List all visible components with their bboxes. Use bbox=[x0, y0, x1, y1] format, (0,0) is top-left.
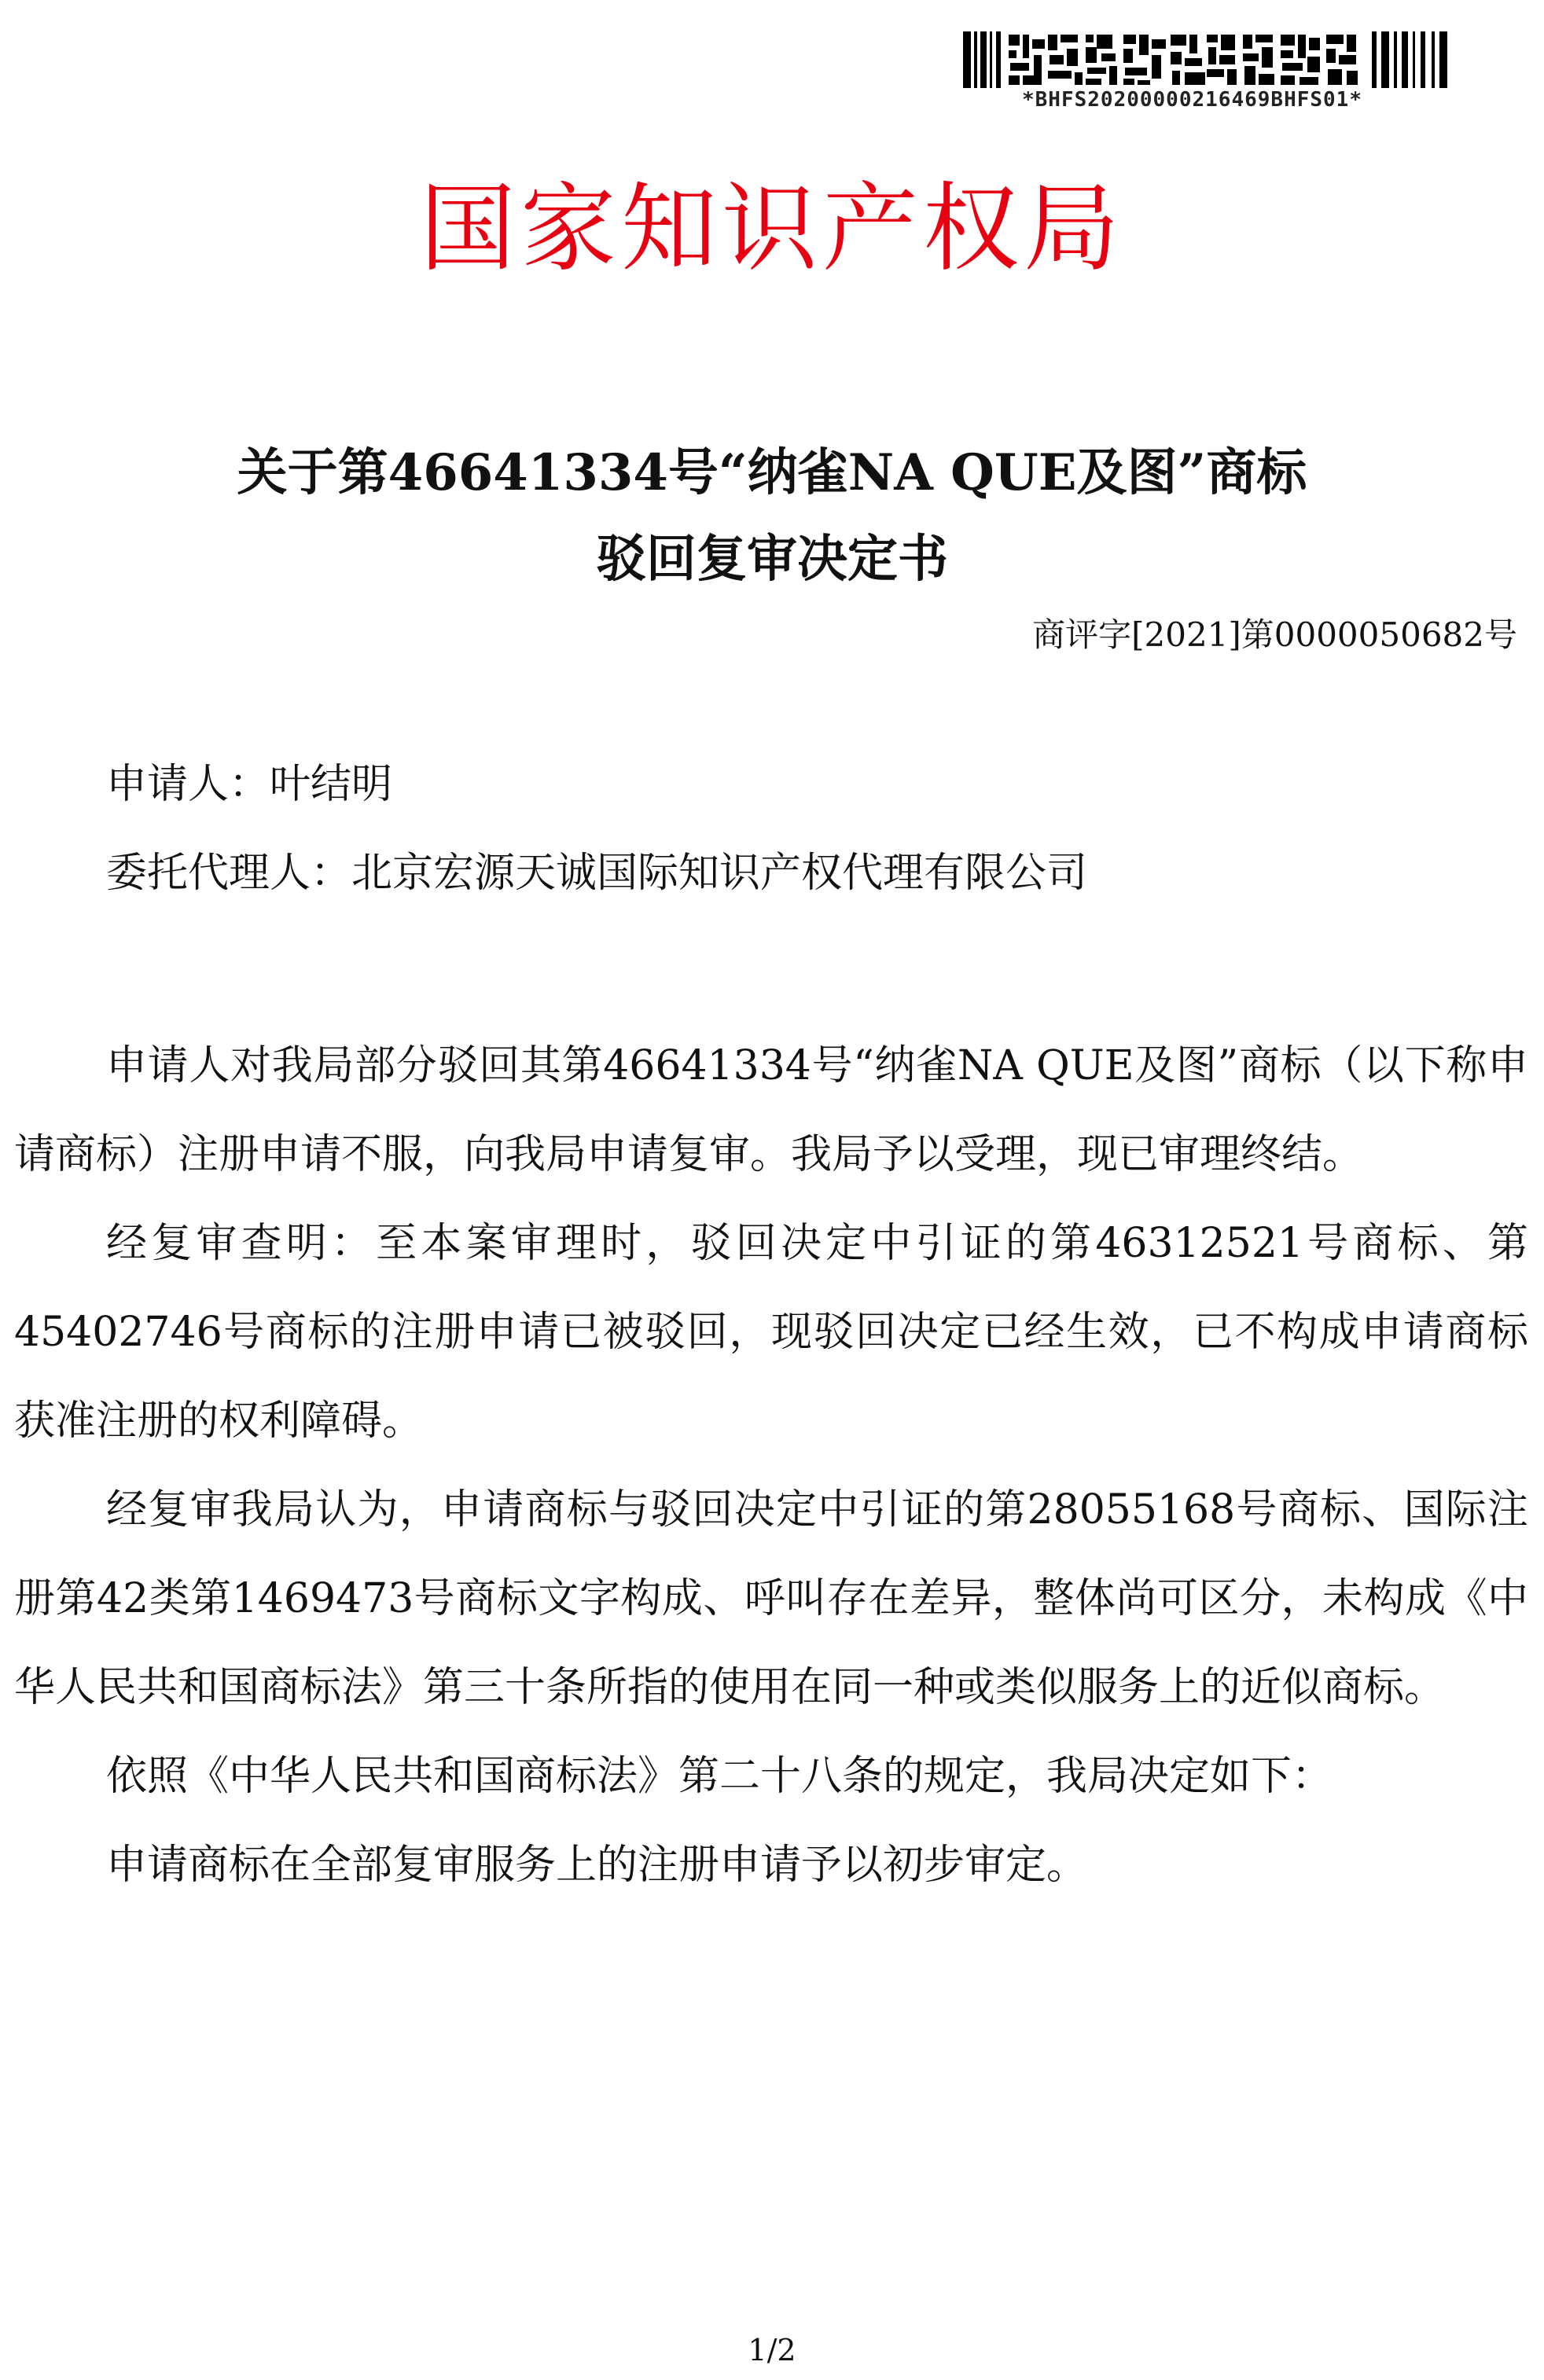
body-paragraph-5: 申请商标在全部复审服务上的注册申请予以初步审定。 bbox=[106, 1842, 1088, 1889]
barcode-image bbox=[963, 31, 1450, 88]
decision-body bbox=[14, 1022, 1528, 1910]
agent-line: 委托代理人：北京宏源天诚国际知识产权代理有限公司 bbox=[106, 850, 1088, 897]
barcode-text: *BHFS20200000216469BHFS01* bbox=[1022, 88, 1362, 112]
applicant-line: 申请人：叶结明 bbox=[106, 761, 393, 808]
body-paragraph-1: 申请人对我局部分驳回其第46641334号“纳雀NA QUE及图”商标（以下称申请商标）注册申请不服，向我局申请复审。我局予以受理，现已审理终结。 bbox=[14, 1042, 1528, 1178]
body-paragraph-2: 经复审查明：至本案审理时，驳回决定中引证的第46312521号商标、第45402746号商标的注册申请已被驳回，现驳回决定已经生效，已不构成申请商标获准注册的权利障碍。 bbox=[14, 1220, 1528, 1445]
document-title-line1: 关于第46641334号“纳雀NA QUE及图”商标 bbox=[237, 443, 1307, 502]
document-title-line2: 驳回复审决定书 bbox=[596, 530, 948, 589]
body-paragraph-3: 经复审我局认为，申请商标与驳回决定中引证的第28055168号商标、国际注册第42类第1469473号商标文字构成、呼叫存在差异，整体尚可区分，未构成《中华人民共和国商标法》第三十条所指的使用在同一种或类似服务上的近似商标。 bbox=[14, 1486, 1528, 1711]
agency-header: 国家知识产权局 bbox=[420, 173, 1124, 285]
page-number: 1/2 bbox=[748, 2333, 796, 2367]
reference-number: 商评字[2021]第0000050682号 bbox=[1032, 615, 1517, 654]
body-paragraph-4: 依照《中华人民共和国商标法》第二十八条的规定，我局决定如下： bbox=[106, 1753, 1333, 1800]
